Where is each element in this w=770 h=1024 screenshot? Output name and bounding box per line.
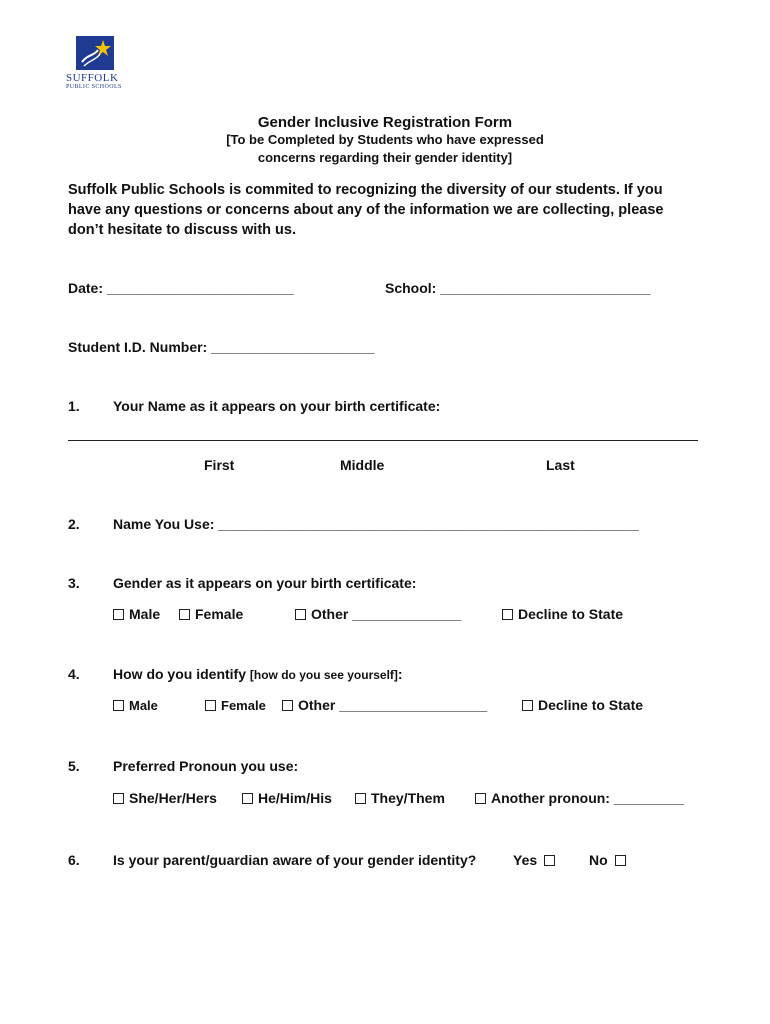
checkbox-icon[interactable] [113,700,124,711]
q4-number: 4. [68,666,80,682]
checkbox-icon[interactable] [355,793,366,804]
form-subtitle-line2: concerns regarding their gender identity] [257,150,513,165]
checkbox-icon[interactable] [113,609,124,620]
q5-option-another[interactable]: Another pronoun: _________ [475,790,684,806]
q5-option-they[interactable]: They/Them [355,790,445,806]
q3-text: Gender as it appears on your birth certificate: [113,575,417,591]
date-field[interactable]: Date: ________________________ [68,280,294,296]
q4-option-male[interactable]: Male [113,698,158,713]
q5-option-she[interactable]: She/Her/Hers [113,790,217,806]
q3-option-decline[interactable]: Decline to State [502,606,623,622]
student-id-field[interactable]: Student I.D. Number: _____________________ [68,339,375,355]
q5-option-he[interactable]: He/Him/His [242,790,332,806]
checkbox-icon[interactable] [179,609,190,620]
checkbox-icon[interactable] [205,700,216,711]
q3-option-female[interactable]: Female [179,606,243,622]
form-title: Gender Inclusive Registration Form [257,114,513,131]
q1-text: Your Name as it appears on your birth certificate: [113,398,441,414]
q1-middle-label: Middle [340,457,385,473]
q4-hint: [how do you see yourself] [249,668,398,682]
logo-subtext: PUBLIC SCHOOLS [66,84,122,90]
q6-number: 6. [68,852,80,868]
intro-line1: Suffolk Public Schools is commited to recognizing the diversity of our students. If you [68,182,663,198]
suffolk-logo [66,36,128,96]
q3-option-male[interactable]: Male [113,606,160,622]
q1-number: 1. [68,398,80,414]
checkbox-icon[interactable] [615,855,626,866]
q1-name-line[interactable] [68,440,698,441]
form-subtitle-line1: [To be Completed by Students who have expressed [226,132,544,147]
q3-number: 3. [68,575,80,591]
q4-option-female[interactable]: Female [205,698,266,713]
checkbox-icon[interactable] [242,793,253,804]
q4-option-decline[interactable]: Decline to State [522,697,643,713]
q5-number: 5. [68,758,80,774]
q6-option-no[interactable]: No [589,852,626,868]
logo-text: SUFFOLK [66,72,119,84]
checkbox-icon[interactable] [522,700,533,711]
checkbox-icon[interactable] [295,609,306,620]
school-field[interactable]: School: ___________________________ [385,280,651,296]
q2-number: 2. [68,516,80,532]
q1-last-label: Last [546,457,575,473]
checkbox-icon[interactable] [502,609,513,620]
checkbox-icon[interactable] [544,855,555,866]
checkbox-icon[interactable] [475,793,486,804]
q3-option-other[interactable]: Other ______________ [295,606,461,622]
logo-star-emblem-icon [76,36,114,70]
q6-text: Is your parent/guardian aware of your gender identity? [113,852,477,868]
checkbox-icon[interactable] [282,700,293,711]
intro-line3: don’t hesitate to discuss with us. [68,222,296,238]
intro-line2: have any questions or concerns about any of the information we are collecting, please [68,202,664,218]
q5-text: Preferred Pronoun you use: [113,758,299,774]
q4-question: How do you identify [how do you see yourself]: [113,666,403,682]
q1-first-label: First [204,457,235,473]
q4-option-other[interactable]: Other ___________________ [282,697,487,713]
checkbox-icon[interactable] [113,793,124,804]
q2-name-you-use-field[interactable]: Name You Use: ______________________________________________________ [113,516,639,532]
q6-option-yes[interactable]: Yes [513,852,555,868]
